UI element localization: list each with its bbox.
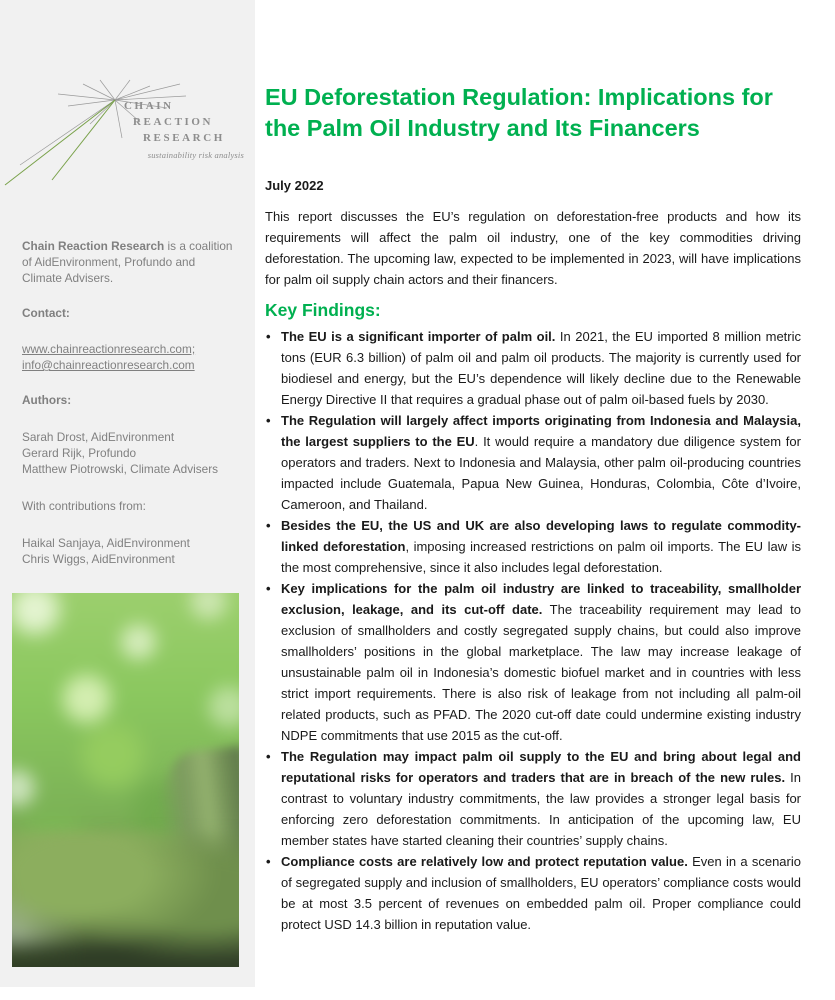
report-date: July 2022: [265, 178, 324, 193]
contact-links: [22, 341, 234, 373]
email-link[interactable]: info@chainreactionresearch.com: [22, 358, 195, 372]
finding-text: . It would require a mandatory due diligence system for operators and traders. Next to Indonesia and Malaysia, other palm oil-producing countries impacted include Guatemala, Papua New Guinea, Honduras, Colombia, Côte d’Ivoire, Cameroon, and Thailand.: [281, 434, 801, 512]
report-body: [265, 82, 801, 935]
finding-text: The traceability requirement may lead to exclusion of smallholders and costly segregated supply chains, but could also improve smallholders’ positions in the global marketplace. The law may increase leakage of unsustainable palm oil in Indonesia’s domestic biofuel market and in countries with less strict import requirements. There is also risk of leakage from not including all palm-oil related products, such as PFAD. The 2020 cut-off date could undermine existing industry NDPE commitments that use 2015 as the cut-off.: [281, 602, 801, 743]
finding-text: , imposing increased restrictions on palm oil imports. The EU law is the most comprehensive, since it also includes legal deforestation.: [281, 539, 801, 575]
authors-list: [22, 429, 234, 477]
finding-lead: The Regulation will largely affect imports originating from Indonesia and Malaysia, the largest suppliers to the EU: [281, 413, 801, 449]
logo-line-1: CHAIN: [124, 100, 174, 112]
logo-line-2: REACTION: [133, 116, 214, 128]
authors-label: Authors:: [22, 393, 72, 407]
key-finding-item: [265, 746, 801, 851]
website-link[interactable]: www.chainreactionresearch.com;: [22, 342, 196, 356]
key-finding-item: [265, 515, 801, 578]
intro-paragraph: This report discusses the EU’s regulation on deforestation-free products and how its requirements will affect the palm oil industry, one of the key commodities driving deforestation. The upcoming law, expected to be implemented in 2023, will have implications for palm oil supply chain actors and their financers.: [265, 209, 801, 287]
about-text: [22, 238, 234, 286]
logo-wordmark: [124, 98, 244, 163]
mossy-ground: [12, 831, 239, 967]
logo-line-3: RESEARCH: [143, 132, 225, 144]
contributors-list: [22, 535, 234, 567]
finding-lead: Key implications for the palm oil industry are linked to traceability, smallholder exclusion, leakage, and its cut-off date.: [281, 581, 801, 617]
about-org-name: Chain Reaction Research: [22, 239, 165, 253]
forest-photo: [12, 593, 239, 967]
key-findings-list: [265, 326, 801, 935]
finding-text: In contrast to voluntary industry commitments, the law provides a stronger legal basis for enforcing zero deforestation commitments. In anticipation of the upcoming law, EU member states have started cleaning their countries’ supply chains.: [281, 770, 801, 848]
key-finding-item: [265, 410, 801, 515]
finding-lead: Besides the EU, the US and UK are also developing laws to regulate commodity-linked deforestation: [281, 518, 801, 554]
sidebar-info: [22, 238, 234, 567]
finding-text: Even in a scenario of segregated supply and inclusion of smallholders, EU operators’ compliance costs would be at most 3.5 percent of revenues on embedded palm oil. Proper compliance could protect USD 14.3 billion in reputation value.: [281, 854, 801, 932]
key-findings-heading: Key Findings:: [265, 300, 381, 320]
finding-text: In 2021, the EU imported 8 million metric tons (EUR 6.3 billion) of palm oil and palm oil products. The majority is currently used for biodiesel and energy, but the EU’s dependence will likely decline due to the Renewable Energy Directive II that requires a gradual phase out of palm oil-based fuels by 2030.: [281, 329, 802, 407]
page-title: EU Deforestation Regulation: Implications for the Palm Oil Industry and Its Financers: [265, 84, 773, 141]
key-finding-item: [265, 326, 801, 410]
logo-tagline: sustainability risk analysis: [147, 150, 244, 160]
key-finding-item: [265, 578, 801, 746]
about-rest: is a coalition of AidEnvironment, Profundo and Climate Advisers.: [22, 239, 233, 285]
contact-label: Contact:: [22, 306, 70, 320]
author-item: Matthew Piotrowski, Climate Advisers: [22, 462, 219, 476]
key-finding-item: [265, 851, 801, 935]
finding-lead: Compliance costs are relatively low and protect reputation value.: [281, 854, 688, 869]
finding-lead: The Regulation may impact palm oil supply to the EU and bring about legal and reputational risks for operators and traders that are in breach of the new rules.: [281, 749, 801, 785]
crr-logo: [0, 80, 255, 190]
sidebar: [0, 0, 255, 987]
author-item: Gerard Rijk, Profundo: [22, 446, 137, 460]
contributor-item: Chris Wiggs, AidEnvironment: [22, 552, 175, 566]
contributor-item: Haikal Sanjaya, AidEnvironment: [22, 536, 190, 550]
contributions-label: With contributions from:: [22, 499, 146, 513]
author-item: Sarah Drost, AidEnvironment: [22, 430, 175, 444]
finding-lead: The EU is a significant importer of palm oil.: [281, 329, 556, 344]
